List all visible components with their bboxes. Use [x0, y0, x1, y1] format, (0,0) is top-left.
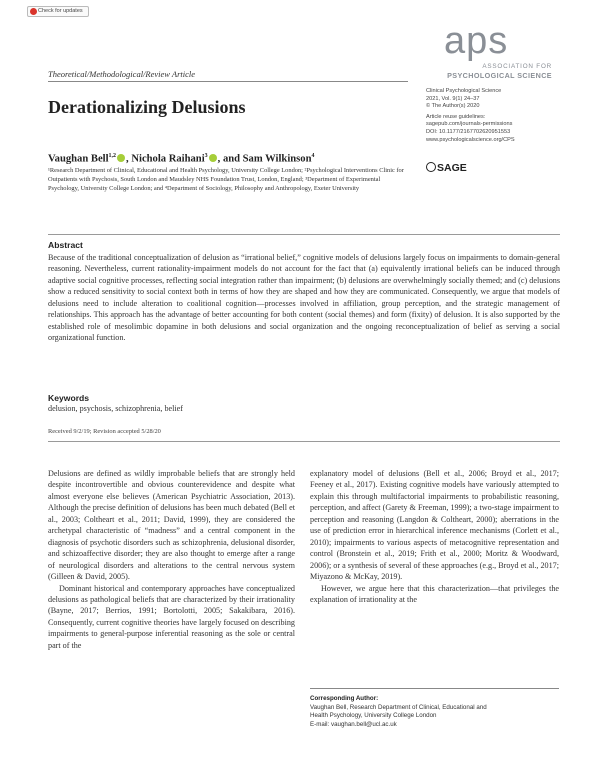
author-affiliation-mark: 1,2 [108, 153, 117, 159]
author-name[interactable]: , Nichola Raihani [126, 153, 205, 165]
article-type: Theoretical/Methodological/Review Article [48, 69, 196, 79]
journal-volume: 2021, Vol. 9(1) 24–37 [426, 95, 480, 102]
body-paragraph: explanatory model of delusions (Bell et al., 2006; Broyd et al., 2017; Feeney et al., 2017). Existing cognitive models have variously attempted to explain this through multifactorial impairments to probabilistic reasoning, perception, and affect (Garety & Freeman, 1999); a two-stage impairment to perception and reasoning (Langdon & Coltheart, 2000); aberrations in the use of prediction error in hierarchical inference mechanisms (Corlett et al., 2010); impairments to various aspects of metacognitive representation and control (Bronstein et al., 2019; Frith et al., 2000; Moritz & Woodward, 2006); or a synthesis of several of these approaches (e.g., Broyd et al., 2017; Miyazono & McKay, 2019). [310, 469, 559, 582]
author-name[interactable]: Vaughan Bell [48, 153, 109, 165]
article-title: Derationalizing Delusions [48, 97, 246, 117]
check-updates-label: Check for updates [38, 8, 83, 14]
keywords-heading: Keywords [48, 393, 90, 403]
body-paragraph: Dominant historical and contemporary approaches have conceptualized delusions as pathological beliefs that are characterized by their irrationality (Bayne, 2017; Berrios, 1991; Bortolotti, 2005; Sakakibara, 2016). Consequently, current cognitive theories have largely focused on describing impairments to general-purpose inferential reasoning as the sole or central part of the [48, 583, 295, 650]
body-column-right [310, 468, 559, 605]
author-affiliation-mark: 3 [204, 153, 208, 159]
affiliations: ¹Research Department of Clinical, Educational and Health Psychology, University College London; ²Psychological Interventions Clinic for Outpatients with Psychosis, South London and Maudsley NHS Foundation Trust, London, England; ³Department of Experimental Psychology, University College London; and ⁴Department of Sociology, Philosophy and Anthropology, Exeter University [48, 167, 404, 192]
abstract-divider [48, 234, 560, 235]
received-dates: Received 9/2/19; Revision accepted 5/28/20 [48, 428, 161, 435]
sage-label: SAGE [437, 162, 467, 174]
check-updates-icon [30, 8, 37, 15]
aps-logo-line2: PSYCHOLOGICAL SCIENCE [447, 71, 552, 80]
sage-icon [426, 162, 436, 172]
doi-link[interactable]: DOI: 10.1177/2167702620951553 [426, 128, 511, 135]
orcid-icon[interactable] [209, 154, 217, 162]
journal-website-link[interactable]: www.psychologicalscience.org/CPS [426, 136, 515, 143]
journal-info [426, 88, 561, 144]
body-divider [48, 441, 560, 442]
check-for-updates-badge[interactable] [27, 6, 89, 17]
journal-copyright: © The Author(s) 2020 [426, 103, 480, 110]
reuse-link[interactable]: sagepub.com/journals-permissions [426, 121, 513, 128]
correspondence-email[interactable]: E-mail: vaughan.bell@ucl.ac.uk [310, 720, 397, 728]
correspondence-heading: Corresponding Author: [310, 695, 379, 702]
author-name[interactable]: , and Sam Wilkinson [217, 153, 312, 165]
body-paragraph: Delusions are defined as wildly improbable beliefs that are strongly held despite incontrovertible and obvious counterevidence and despite what almost everyone else believes (American Psychiatric Association, 2013). Although the precise definition of delusions has been much debated (Bell et al., 2003; Coltheart et al., 2011; David, 1999), they are considered the archetypal characteristic of “madness” and a central component in the diagnosis of psychotic disorders such as schizophrenia, delusional disorder, and schizoaffective disorder; they are also thought to emerge after a range of neurological disorders and alterations to the central nervous system (Gilleen & David, 2005). [48, 469, 295, 582]
keywords-text: delusion, psychosis, schizophrenia, belief [48, 404, 183, 413]
header-divider [48, 81, 408, 82]
aps-logo-line1: ASSOCIATION FOR [482, 63, 552, 70]
abstract-text: Because of the traditional conceptualization of delusion as “irrational belief,” cognitive models of delusions largely focus on impairments to domain-general reasoning. Nevertheless, current rationality-impairment models do not account for the fact that (a) equivalently irrational beliefs can be induced through adaptive social cognitive processes, reflecting social integration rather than impairment; (b) delusions are overwhelmingly socially themed; and (c) delusions show a reduced sensitivity to social context both in terms of how they are shaped and how they are communicated. Consequently, we argue that models of delusions need to include alteration to coalitional cognition—processes involved in affiliation, group perception, and the strategic management of relationships. This approach has the advantage of better accounting for both content (social themes) and form (fixity) of delusion. It is also supported by the established role of mesolimbic dopamine in both delusions and social organization and the ongoing reconceptualization of belief as serving a social organizational function. [48, 253, 560, 343]
correspondence-line: Vaughan Bell, Research Department of Clinical, Educational and [310, 703, 487, 711]
orcid-icon[interactable] [117, 154, 125, 162]
body-paragraph: However, we argue here that this characterization—that privileges the explanation of irrationality at the [310, 583, 559, 604]
aps-logo [428, 22, 553, 82]
sage-logo [426, 162, 496, 174]
correspondence-divider [310, 688, 559, 689]
journal-name: Clinical Psychological Science [426, 88, 502, 94]
correspondence-line: Health Psychology, University College London [310, 712, 437, 720]
author-affiliation-mark: 4 [311, 153, 315, 159]
aps-logo-mark: aps [444, 20, 509, 62]
reuse-heading: Article reuse guidelines: [426, 113, 486, 120]
correspondence-block [310, 695, 559, 729]
body-column-left [48, 468, 295, 651]
author-list [48, 153, 314, 165]
abstract-heading: Abstract [48, 240, 83, 250]
